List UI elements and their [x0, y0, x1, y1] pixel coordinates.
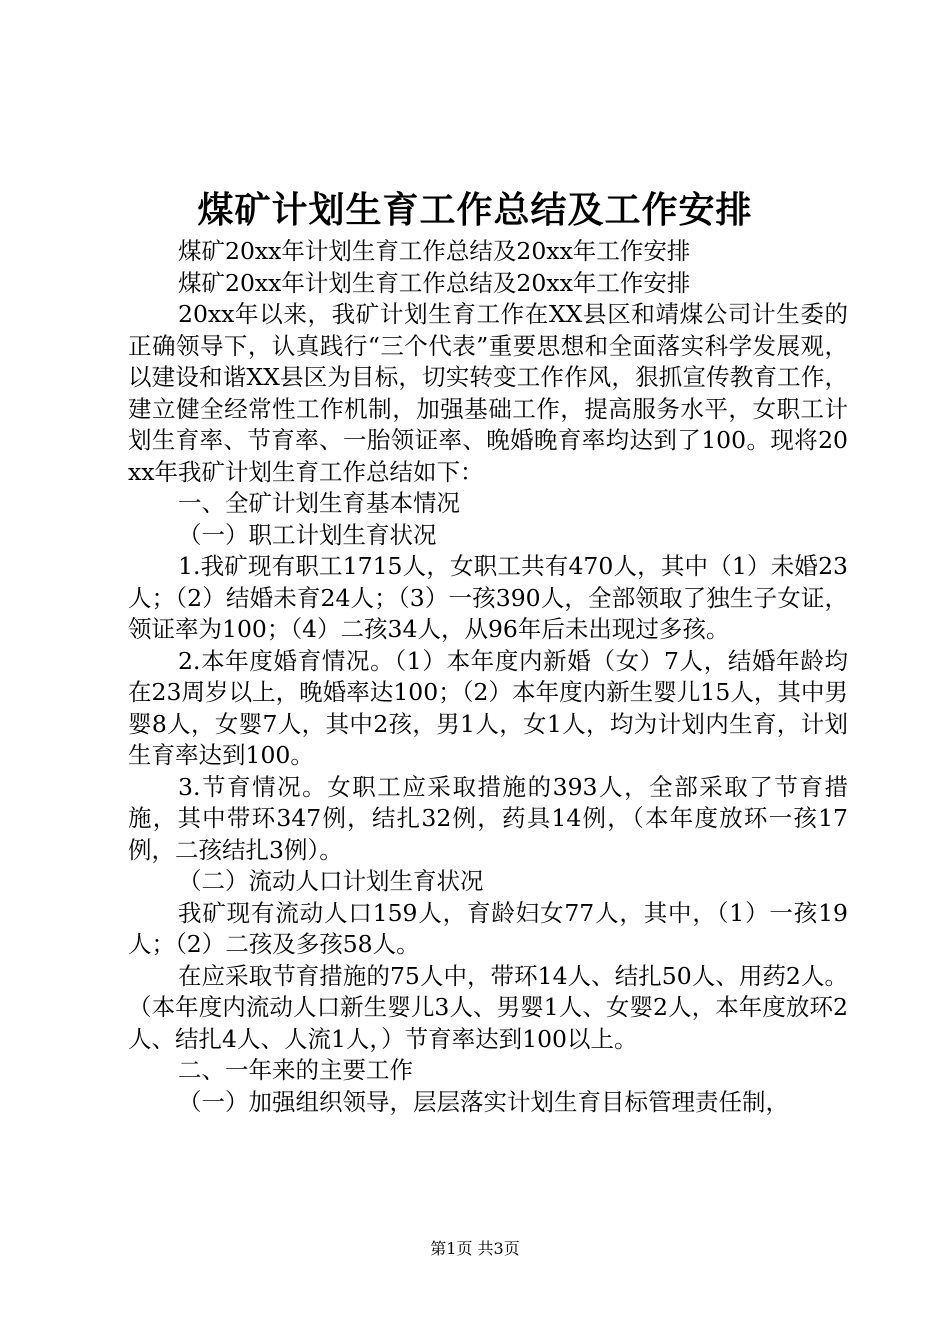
- document-body: [128, 236, 848, 1118]
- section-heading-1: 一、全矿计划生育基本情况: [178, 489, 460, 517]
- subsection-heading-1: （一）职工计划生育状况: [178, 520, 437, 549]
- paragraph-intro: 20xx年以来，我矿计划生育工作在XX县区和靖煤公司计生委的正确领导下，认真践行“三个代表”重要思想和全面落实科学发展观，以建设和谐XX县区为目标，切实转变工作作风，狠抓宣传教育工作，建立健全经常性工作机制，加强基础工作，提高服务水平，女职工计划生育率、节育率、一胎领证率、晚婚晚育率均达到了100。现将20xx年我矿计划生育工作总结如下：: [128, 300, 848, 486]
- paragraph-work-1: （一）加强组织领导，层层落实计划生育目标管理责任制，: [178, 1087, 789, 1116]
- page-footer: 第1页 共3页: [430, 1239, 520, 1258]
- section-heading-2: 二、一年来的主要工作: [178, 1056, 413, 1084]
- paragraph-floating-population: 我矿现有流动人口159人，育龄妇女77人，其中，（1）一孩19人；（2）二孩及多孩58人。: [128, 898, 848, 958]
- paragraph-item-2: 2.本年度婚育情况。（1）本年度内新婚（女）7人，结婚年龄均在23周岁以上，晚婚率达100；（2）本年度内新生婴儿15人，其中男婴8人，女婴7人，其中2孩，男1人，女1人，均为计划内生育，计划生育率达到100。: [128, 646, 848, 769]
- paragraph-contraception: 在应采取节育措施的75人中，带环14人、结扎50人、用药2人。（本年度内流动人口新生婴儿3人、男婴1人、女婴2人，本年度放环2人、结扎4人、人流1人，）节育率达到100以上。: [128, 961, 848, 1053]
- paragraph-subtitle-1: 煤矿20xx年计划生育工作总结及20xx年工作安排: [178, 237, 691, 265]
- paragraph-item-3: 3.节育情况。女职工应采取措施的393人，全部采取了节育措施，其中带环347例，结扎32例，药具14例，（本年度放环一孩17例，二孩结扎3例）。: [128, 772, 848, 864]
- subsection-heading-2: （二）流动人口计划生育状况: [178, 867, 484, 895]
- document-title: 煤矿计划生育工作总结及工作安排: [197, 189, 753, 231]
- paragraph-subtitle-2: 煤矿20xx年计划生育工作总结及20xx年工作安排: [178, 268, 691, 297]
- paragraph-item-1: 1.我矿现有职工1715人，女职工共有470人，其中（1）未婚23人；（2）结婚未育24人；（3）一孩390人，全部领取了独生子女证，领证率为100；（4）二孩34人，从96年后未出现过多孩。: [128, 552, 848, 643]
